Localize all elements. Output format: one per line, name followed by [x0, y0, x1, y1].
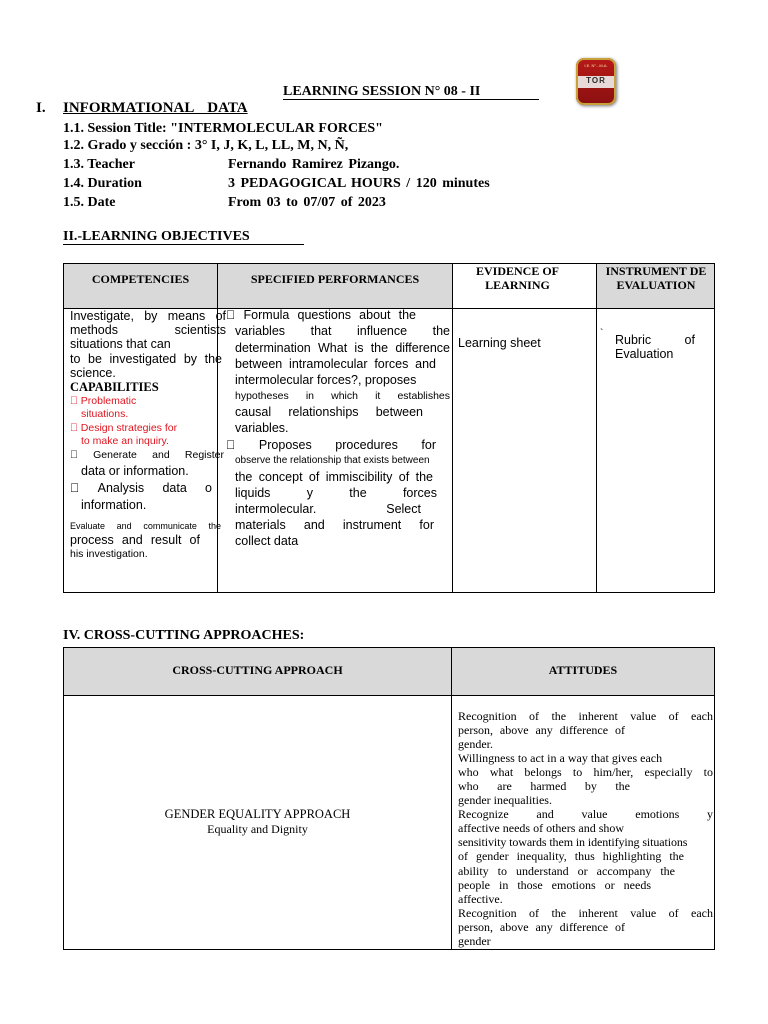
info-teacher-label: 1.3. Teacher	[63, 157, 135, 172]
logo-text-mid: TOR	[586, 76, 606, 85]
approach-subtitle: Equality and Dignity	[207, 822, 308, 836]
info-duration-value: 3 PEDAGOGICAL HOURS / 120 minutes	[228, 176, 490, 191]
attitudes-cell: Recognition of the inherent value of each person, above any difference of gender. Willingness to act in a way that gives each who what belongs to him/her, especially to who are harmed by the gender inequalities. Recognize and value emotions y affective needs of others and show sensitivity towards them in identifying situations of gender inequality, thus highlighting the ability to understand or accompany the people in those emotions or needs affective. Recognition of the inherent value of each person, above any difference of gender	[458, 709, 713, 948]
th-competencies: COMPETENCIES	[91, 272, 190, 286]
info-teacher-value: Fernando Ramirez Pizango.	[228, 157, 400, 172]
competencies-cell: Investigate, by means of methods scientists situations that can to be investigated by the science. CAPABILITIES Problematic situations. Design strategies for to make an inquiry. Generate and Register data or information. Analysis data o information. Evaluate and communicate the process and result of his investigation.	[70, 309, 226, 560]
info-session-title: 1.1. Session Title: "INTERMOLECULAR FORCES"	[63, 121, 383, 136]
th-attitudes: ATTITUDES	[548, 663, 618, 677]
th-specified-performances: SPECIFIED PERFORMANCES	[250, 272, 420, 286]
section2-underline	[63, 244, 304, 245]
info-grade-section: 1.2. Grado y sección : 3° I, J, K, L, LL, M, N, Ñ,	[63, 138, 349, 153]
approach-title: GENDER EQUALITY APPROACH	[164, 807, 351, 821]
th-evidence: EVIDENCE OF LEARNING	[475, 264, 559, 292]
instrument-cell: Rubric of Evaluation	[615, 333, 695, 361]
info-date-value: From 03 to 07/07 of 2023	[228, 195, 386, 210]
info-date-label: 1.5. Date	[63, 195, 116, 210]
th-cross-cutting-approach: CROSS-CUTTING APPROACH	[172, 663, 343, 677]
evidence-cell: Learning sheet	[458, 336, 541, 350]
page-title: LEARNING SESSION N° 08 - II	[283, 84, 481, 99]
performances-cell: Formula questions about the variables that influence the determination What is the difference between intramolecular forces and intermolecular forces?, proposes hypotheses in which it establishes causal relationships between variables. Proposes procedures for observe the relationship that exists between the concept of immiscibility of the liquids y the forces intermolecular. Select materials and instrument for collect data	[226, 308, 450, 548]
school-logo	[576, 58, 616, 105]
title-underline	[283, 99, 539, 100]
section1-heading: INFORMATIONAL DATA	[63, 100, 248, 116]
logo-text-top: I.E. N°...M.A.	[584, 63, 608, 68]
section1-number: I.	[36, 100, 46, 116]
section2-heading: II.-LEARNING OBJECTIVES	[63, 229, 250, 244]
th-instrument: INSTRUMENT DE EVALUATION	[605, 264, 707, 292]
section4-heading: IV. CROSS-CUTTING APPROACHES:	[63, 628, 305, 643]
info-duration-label: 1.4. Duration	[63, 176, 142, 191]
instrument-mark: `	[600, 328, 604, 339]
capabilities-label: CAPABILITIES	[70, 380, 159, 394]
